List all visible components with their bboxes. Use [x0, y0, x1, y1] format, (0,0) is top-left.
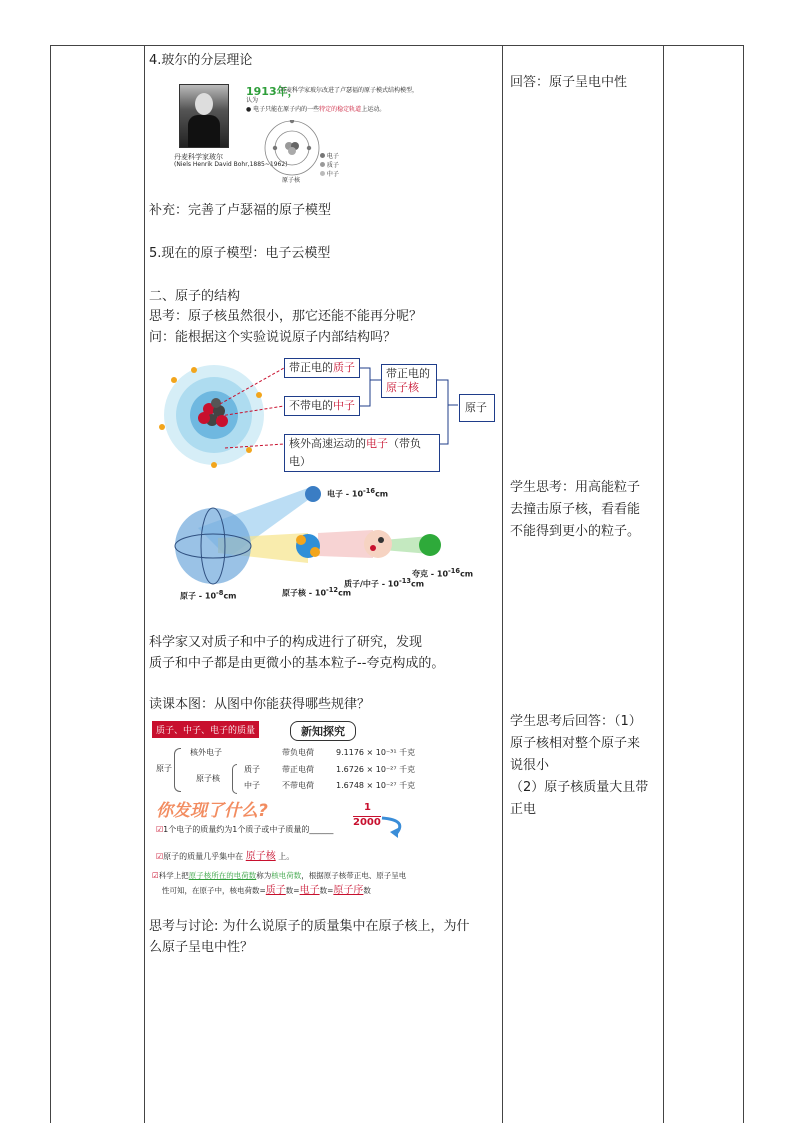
table-border-3 — [502, 45, 503, 1123]
answer-neutral: 回答：原子呈电中性 — [510, 75, 628, 90]
outer-electron-label: 核外电子 — [190, 748, 222, 757]
student-answer-5: 正电 — [510, 802, 537, 817]
discussion-line-2: 么原子呈电中性？ — [149, 940, 254, 955]
neutron-mass: 1.6748 × 10⁻²⁷ 千克 — [336, 781, 416, 790]
portrait-caption-en: (Niels Henrik David Bohr,1885~1962) — [174, 161, 288, 168]
proton-label: 质子 — [244, 765, 260, 774]
table-top-border — [50, 45, 743, 46]
fraction-numerator: 1 — [364, 802, 371, 813]
student-answer-1: 学生思考后回答：（1） — [510, 714, 642, 729]
student-think-1: 学生思考：用高能粒子 — [510, 480, 641, 495]
nucleus-box: 带正电的 原子核 — [381, 364, 437, 398]
bohr-figure — [172, 80, 419, 184]
scientists-line-1: 科学家又对质子和中子的构成进行了研究，发现 — [149, 635, 423, 650]
scale-atom: 原子 - $10^{-8}cm$ — [180, 589, 237, 601]
scientists-line-2: 质子和中子都是由更微小的基本粒子--夸克构成的。 — [149, 656, 445, 671]
section2-heading: 二、原子的结构 — [149, 289, 241, 304]
table-border-2 — [144, 45, 145, 1123]
think-question: 思考：原子核虽然很小，那它还能不能再分呢？ — [149, 309, 423, 324]
mass-figure — [152, 716, 497, 896]
scale-nucleus: 原子核 - $10^{-12}cm$ — [282, 586, 352, 598]
bullet-1: ☑1个电子的质量约为1个质子或中子质量的______ — [156, 825, 334, 834]
portrait-caption: 丹麦科学家玻尔 — [174, 153, 223, 161]
atom-label: 原子 — [156, 764, 172, 773]
bullet-2: ☑原子的质量几乎集中在 原子核 上。 — [156, 851, 295, 862]
bullet-3-line-2: 性可知，在原子中，核电荷数=质子数=电子数=原子序数 — [162, 885, 371, 896]
student-answer-3: 说很小 — [510, 758, 550, 773]
found-heading: 你发现了什么? — [156, 801, 268, 821]
bohr-legend: 电子 质子 中子 — [320, 152, 339, 179]
nucleus-label-2: 原子核 — [196, 774, 220, 783]
read-figure-question: 读课本图：从图中你能获得哪些规律？ — [149, 697, 371, 712]
ask-question: 问：能根据这个实验说说原子内部结构吗？ — [149, 330, 397, 345]
scale-electron: 电子 - $10^{-16}cm$ — [327, 487, 389, 499]
proton-mass: 1.6726 × 10⁻²⁷ 千克 — [336, 765, 416, 774]
proton-charge: 带正电荷 — [282, 765, 314, 774]
neutron-box: 不带电的中子 — [284, 396, 360, 416]
modern-model-heading: 5.现在的原子模型：电子云模型 — [149, 246, 331, 261]
scale-proton-neutron: 质子/中子 - $10^{-13}cm$ — [344, 577, 425, 589]
bohr-year: 1913年， — [246, 85, 299, 98]
mass-tag: 质子、中子、电子的质量 — [152, 721, 259, 738]
discussion-line-1: 思考与讨论: 为什么说原子的质量集中在原子核上，为什 — [149, 919, 470, 934]
bohr-portrait — [179, 84, 229, 148]
scale-quark: 夸克 - $10^{-16}cm$ — [412, 567, 474, 579]
bullet-3: ☑科学上把原子核所在的电荷数称为核电荷数，根据原子核带正电、原子呈电 — [152, 871, 407, 880]
bohr-desc2: 认为 — [246, 97, 259, 104]
table-border-1 — [50, 45, 51, 1123]
neutron-charge: 不带电荷 — [282, 781, 314, 790]
table-border-5 — [743, 45, 744, 1123]
student-think-2: 去撞击原子核，看看能 — [510, 502, 641, 517]
nucleus-label: 原子核 — [282, 177, 301, 184]
student-answer-4: （2）原子核质量大且带 — [510, 780, 649, 795]
bohr-heading: 4.玻尔的分层理论 — [149, 53, 253, 68]
fraction-denominator: 2000 — [353, 817, 381, 828]
table-border-4 — [663, 45, 664, 1123]
curved-arrow-icon — [380, 814, 410, 838]
electron-box: 核外高速运动的电子（带负电） — [284, 434, 440, 472]
student-answer-2: 原子核相对整个原子来 — [510, 736, 641, 751]
electron-mass: 9.1176 × 10⁻³¹ 千克 — [336, 748, 416, 757]
student-think-3: 不能得到更小的粒子。 — [510, 524, 641, 539]
proton-box: 带正电的质子 — [284, 358, 360, 378]
bohr-desc: 丹麦科学家玻尔改进了卢瑟福的原子模式结构模型， — [280, 87, 419, 94]
electron-charge: 带负电荷 — [282, 748, 314, 757]
atom-box: 原子 — [459, 394, 495, 422]
explore-badge: 新知探究 — [290, 721, 356, 741]
bohr-point: ● 电子只能在原子内的一些特定的稳定轨道上运动。 — [246, 106, 386, 113]
neutron-label: 中子 — [244, 781, 260, 790]
supplement-text: 补充：完善了卢瑟福的原子模型 — [149, 203, 332, 218]
